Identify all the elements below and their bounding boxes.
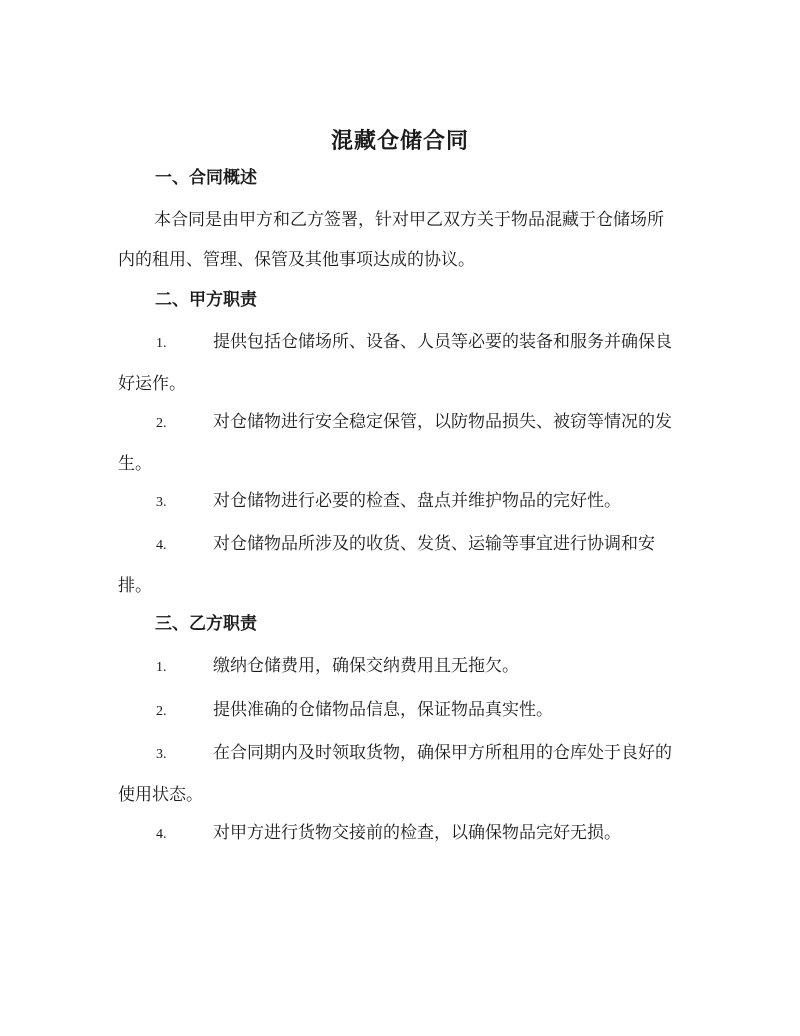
party-a-duty-item bbox=[118, 524, 680, 606]
section-heading-overview: 一、合同概述 bbox=[155, 168, 257, 188]
item-text: 对仓储物进行安全稳定保管，以防物品损失、被窃等情况的发生。 bbox=[118, 412, 672, 474]
item-text: 提供准确的仓储物品信息，保证物品真实性。 bbox=[213, 700, 553, 720]
item-number: 1. bbox=[156, 336, 167, 351]
item-text: 在合同期内及时领取货物，确保甲方所租用的仓库处于良好的使用状态。 bbox=[118, 743, 672, 805]
party-b-duty-item bbox=[118, 733, 680, 815]
document-title: 混藏仓储合同 bbox=[330, 128, 469, 154]
section-heading-party-b: 三、乙方职责 bbox=[155, 614, 257, 634]
item-number: 4. bbox=[156, 538, 167, 553]
section-heading-party-a: 二、甲方职责 bbox=[155, 290, 257, 310]
party-b-duty-item bbox=[118, 813, 680, 855]
overview-paragraph: 本合同是由甲方和乙方签署，针对甲乙双方关于物品混藏于仓储场所内的租用、管理、保管及其他事项达成的协议。 bbox=[118, 210, 664, 270]
item-number: 1. bbox=[156, 660, 167, 675]
party-b-duty-item bbox=[118, 690, 680, 732]
party-a-duty-item bbox=[118, 402, 680, 484]
item-text: 缴纳仓储费用，确保交纳费用且无拖欠。 bbox=[213, 656, 519, 676]
item-text: 对甲方进行货物交接前的检查，以确保物品完好无损。 bbox=[213, 823, 621, 843]
item-text: 对仓储物品所涉及的收货、发货、运输等事宜进行协调和安排。 bbox=[118, 534, 655, 596]
party-b-duty-item bbox=[118, 646, 680, 688]
item-number: 4. bbox=[156, 827, 167, 842]
item-text: 提供包括仓储场所、设备、人员等必要的装备和服务并确保良好运作。 bbox=[118, 332, 672, 394]
item-number: 3. bbox=[156, 495, 167, 510]
item-number: 2. bbox=[156, 416, 167, 431]
item-text: 对仓储物进行必要的检查、盘点并维护物品的完好性。 bbox=[213, 491, 621, 511]
item-number: 2. bbox=[156, 704, 167, 719]
party-a-duty-item bbox=[118, 481, 680, 523]
party-a-duty-item bbox=[118, 322, 680, 404]
item-number: 3. bbox=[156, 747, 167, 762]
